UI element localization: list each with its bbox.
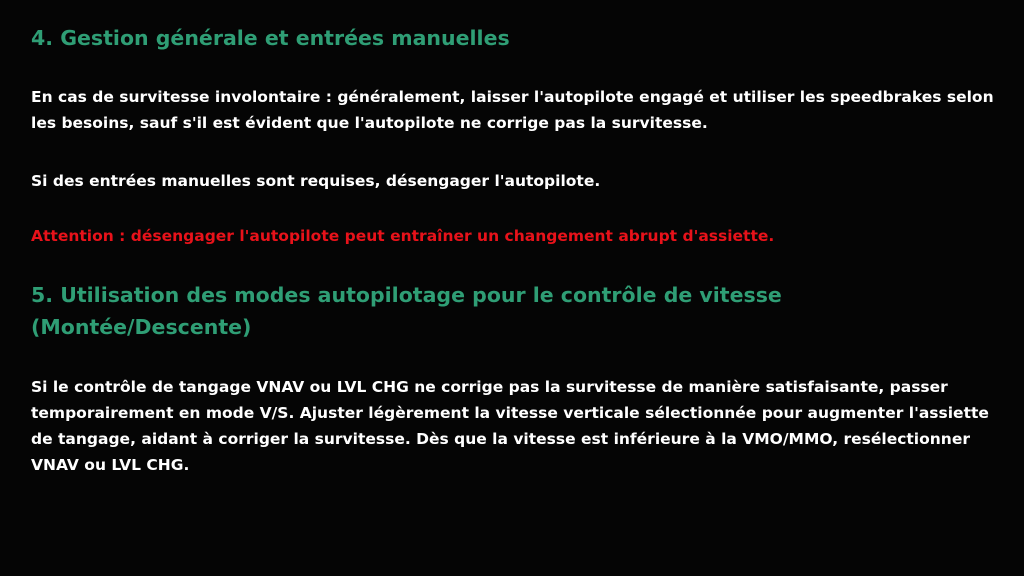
section-5-heading: 5. Utilisation des modes autopilotage pour le contrôle de vitesse (Montée/Descente): [31, 283, 782, 339]
warning-paragraph: Attention : désengager l'autopilote peut entraîner un changement abrupt d'assiette.: [31, 227, 775, 245]
section-4-heading: 4. Gestion générale et entrées manuelles: [31, 26, 510, 50]
manual-inputs-paragraph: Si des entrées manuelles sont requises, désengager l'autopilote.: [31, 172, 601, 190]
overspeed-paragraph: En cas de survitesse involontaire : généralement, laisser l'autopilote engagé et utiliser les speedbrakes selon les besoins, sauf s'il est évident que l'autopilote ne corrige pas la survitesse.: [31, 88, 994, 132]
speed-control-paragraph: Si le contrôle de tangage VNAV ou LVL CHG ne corrige pas la survitesse de manière satisfaisante, passer temporairement en mode V/S. Ajuster légèrement la vitesse verticale sélectionnée pour augmenter l'assiette de tangage, aidant à corriger la survitesse. Dès que la vitesse est inférieure à la VMO/MMO, resélectionner VNAV ou LVL CHG.: [31, 378, 989, 474]
